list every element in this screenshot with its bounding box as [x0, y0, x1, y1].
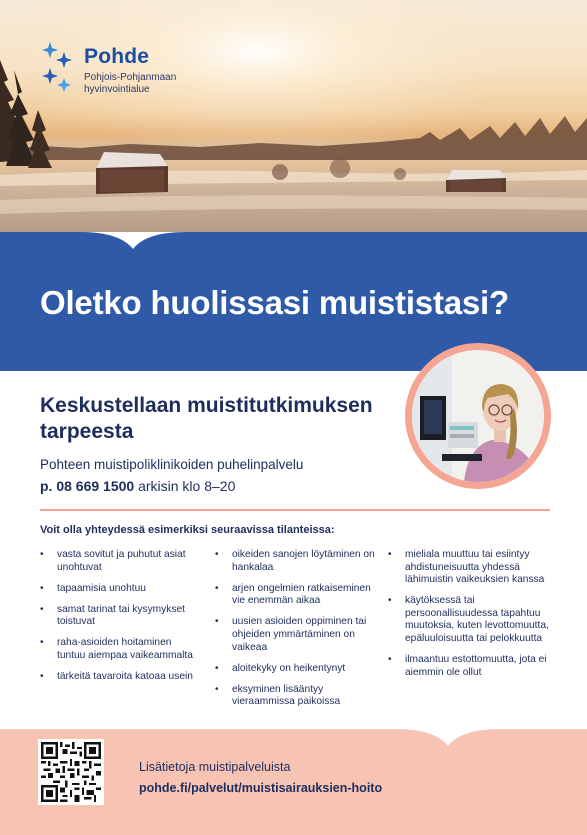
list-item: • samat tarinat tai kysymykset toistuvat: [40, 604, 200, 629]
brand-subtitle-line2: hyvinvointialue: [84, 84, 150, 95]
section-divider: [40, 509, 550, 511]
list-item: • aloitekyky on heikentynyt: [215, 663, 380, 676]
winter-landscape-image: [0, 0, 587, 232]
phone-info: [40, 478, 235, 494]
pohde-logo: [40, 40, 240, 100]
hero-photo: [0, 0, 587, 232]
list-item: • vasta sovitut ja puhutut asiat unohtuvat: [40, 549, 200, 574]
situations-column-2: [215, 549, 380, 717]
list-item: • käytöksessä tai persoonallisuudessa tapahtuu muutoksia, kuten levottomuutta, epäluuloisuutta tai pelokkuutta: [388, 595, 553, 645]
brand-subtitle-line1: Pohjois-Pohjanmaan: [84, 72, 177, 83]
list-item: • ilmaantuu estottomuutta, jota ei aiemmin ole ollut: [388, 654, 553, 679]
list-item: • eksyminen lisääntyy vieraammissa paikoissa: [215, 684, 380, 709]
page-title: Oletko huolissasi muististasi?: [40, 284, 509, 321]
list-item: • oikeiden sanojen löytäminen on hankalaa: [215, 549, 380, 574]
list-item: • tapaamisia unohtuu: [40, 583, 200, 596]
brand-subtitle: [84, 72, 244, 96]
qr-code[interactable]: [38, 739, 104, 805]
portrait-frame: [405, 343, 551, 489]
pohde-logo-mark-icon: [40, 40, 78, 96]
list-item: • arjen ongelmien ratkaiseminen vie enemmän aikaa: [215, 583, 380, 608]
list-item: • mieliala muuttuu tai esiintyy ahdistuneisuutta yhdessä lähimuistin vaikeuksien kanssa: [388, 549, 553, 587]
list-item: • tärkeitä tavaroita katoaa usein: [40, 671, 200, 684]
brand-name: Pohde: [84, 45, 150, 68]
service-description: Pohteen muistipoliklinikoiden puhelinpalvelu: [40, 457, 304, 472]
more-info-label: Lisätietoja muistipalveluista: [139, 760, 291, 774]
situations-column-1: [40, 549, 200, 692]
section-heading: Keskustellaan muistitutkimuksen tarpeesta: [40, 394, 373, 443]
phone-hours: arkisin klo 8–20: [134, 478, 236, 494]
situations-column-3: [388, 549, 553, 688]
portrait-photo: [412, 350, 544, 482]
qr-code-icon: [41, 742, 101, 802]
list-item: • uusien asioiden oppiminen tai ohjeiden ymmärtäminen on vaikeaa: [215, 616, 380, 654]
list-item: • raha-asioiden hoitaminen tuntuu aiempaa vaikeammalta: [40, 637, 200, 662]
woman-at-computer-image: [412, 350, 544, 482]
phone-number[interactable]: p. 08 669 1500: [40, 478, 135, 494]
situations-intro: Voit olla yhteydessä esimerkiksi seuraavissa tilanteissa:: [40, 524, 335, 536]
more-info-link[interactable]: pohde.fi/palvelut/muistisairauksien-hoito: [139, 781, 383, 795]
